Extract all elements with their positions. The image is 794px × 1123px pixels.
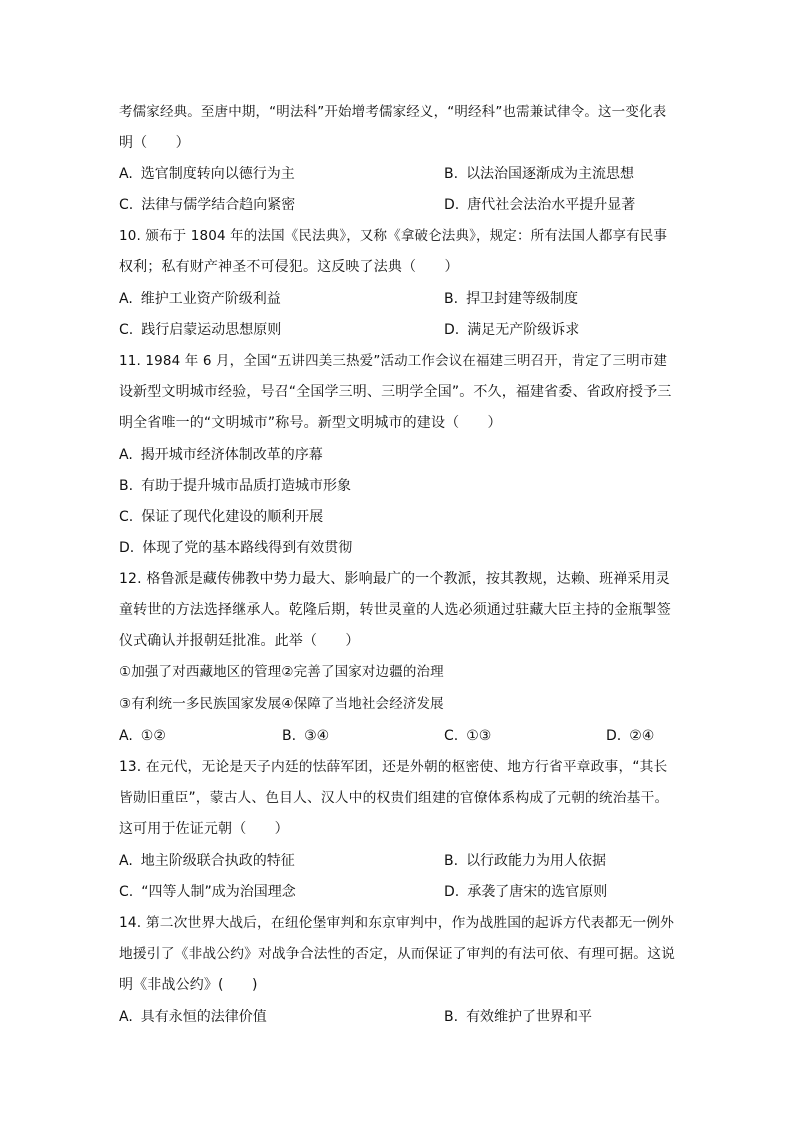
option-label: B. [444,1009,459,1025]
q12-items-line-1: ①加强了对西藏地区的管理②完善了国家对边疆的治理 [119,664,444,680]
option-text: “四等人制”成为治国理念 [141,884,296,900]
option-label: D. [444,322,460,338]
option-label: C. [119,884,134,900]
q9-option-d[interactable] [444,195,635,215]
option-label: A. [119,447,133,463]
q14-option-a[interactable] [119,1007,267,1027]
option-text: 承袭了唐宋的选官原则 [467,884,608,900]
option-text: 有效维护了世界和平 [466,1009,593,1025]
q13-option-a[interactable] [119,851,295,871]
q14-stem-line-3: 明《非战公约》( ) [119,977,258,993]
option-text: 维护工业资产阶级利益 [140,291,281,307]
option-label: B. [444,853,459,869]
option-label: A. [119,853,133,869]
q11-option-b[interactable] [119,476,351,496]
option-label: C. [444,728,459,744]
q9-stem-line-2: 明（ ） [119,135,190,151]
option-label: D. [444,884,460,900]
q11-stem-line-1: 11. 1984 年 6 月，全国“五讲四美三热爱”活动工作会议在福建三明召开，肯定了三明市建 [119,353,668,369]
q11-option-a[interactable] [119,445,323,465]
option-text: 以行政能力为用人依据 [466,853,607,869]
option-text: 有助于提升城市品质打造城市形象 [141,478,352,494]
q11-option-c[interactable] [119,507,323,527]
q12-stem-line-3: 仪式确认并报朝廷批准。此举（ ） [119,633,360,649]
option-label: A. [119,166,133,182]
q11-stem-line-3: 明全省唯一的“文明城市”称号。新型文明城市的建设（ ） [119,415,502,431]
option-text: 践行启蒙运动思想原则 [141,322,282,338]
option-label: B. [444,291,459,307]
option-label: B. [444,166,459,182]
q14-stem-line-2: 地援引了《非战公约》对战争合法性的否定，从而保证了审判的有法可依、有理可据。这说 [119,946,676,962]
q12-items-line-2: ③有利统一多民族国家发展④保障了当地社会经济发展 [119,696,444,712]
option-label: A. [119,1009,133,1025]
q13-stem-line-2: 皆勋旧重臣”，蒙古人、色目人、汉人中的权贵们组建的官僚体系构成了元朝的统治基干。 [119,790,669,806]
option-text: ①② [140,728,166,744]
option-text: ②④ [629,728,655,744]
option-label: C. [119,322,134,338]
q12-option-d[interactable] [606,726,654,746]
q12-option-b[interactable] [282,726,329,746]
q13-option-b[interactable] [444,851,606,871]
q10-option-d[interactable] [444,320,579,340]
option-text: ③④ [304,728,330,744]
q9-option-a[interactable] [119,164,295,184]
option-text: 体现了党的基本路线得到有效贯彻 [142,540,353,556]
q13-option-d[interactable] [444,882,607,902]
option-label: A. [119,728,133,744]
q12-stem-line-1: 12. 格鲁派是藏传佛教中势力最大、影响最广的一个教派，按其教规，达赖、班禅采用灵 [119,571,670,587]
q10-option-c[interactable] [119,320,281,340]
option-text: 保证了现代化建设的顺利开展 [141,509,324,525]
q9-stem-line-1: 考儒家经典。至唐中期，“明法科”开始增考儒家经义，“明经科”也需兼试律令。这一变化表 [119,104,667,120]
option-text: 选官制度转向以德行为主 [140,166,295,182]
option-label: B. [282,728,297,744]
option-label: C. [119,197,134,213]
q12-option-c[interactable] [444,726,491,746]
q10-stem-line-2: 权利；私有财产神圣不可侵犯。这反映了法典（ ） [119,259,459,275]
option-text: 捍卫封建等级制度 [466,291,579,307]
option-label: D. [119,540,135,556]
q13-stem-line-1: 13. 在元代，无论是天子内廷的怯薛军团，还是外朝的枢密使、地方行省平章政事，“其长 [119,759,668,775]
q10-stem-line-1: 10. 颁布于 1804 年的法国《民法典》，又称《拿破仑法典》，规定：所有法国人都享有民事 [119,228,668,244]
q13-option-c[interactable] [119,882,296,902]
q14-stem-line-1: 14. 第二次世界大战后，在纽伦堡审判和东京审判中，作为战胜国的起诉方代表都无一例外 [119,915,675,931]
option-text: 唐代社会法治水平提升显著 [467,197,636,213]
q9-option-c[interactable] [119,195,295,215]
option-label: B. [119,478,134,494]
option-label: D. [444,197,460,213]
q12-option-a[interactable] [119,726,166,746]
q10-option-b[interactable] [444,289,578,309]
option-text: 揭开城市经济体制改革的序幕 [140,447,323,463]
option-label: A. [119,291,133,307]
option-text: 满足无产阶级诉求 [467,322,580,338]
q13-stem-line-3: 这可用于佐证元朝（ ） [119,821,289,837]
q12-stem-line-2: 童转世的方法选择继承人。乾隆后期，转世灵童的人选必须通过驻藏大臣主持的金瓶掣签 [119,602,671,618]
option-text: 具有永恒的法律价值 [140,1009,267,1025]
q9-option-b[interactable] [444,164,634,184]
q10-option-a[interactable] [119,289,281,309]
option-text: ①③ [466,728,492,744]
option-label: C. [119,509,134,525]
option-label: D. [606,728,622,744]
q11-stem-line-2: 设新型文明城市经验，号召“全国学三明、三明学全国”。不久，福建省委、省政府授予三 [119,384,672,400]
q11-option-d[interactable] [119,538,352,558]
option-text: 法律与儒学结合趋向紧密 [141,197,296,213]
option-text: 地主阶级联合执政的特征 [140,853,295,869]
option-text: 以法治国逐渐成为主流思想 [466,166,635,182]
q14-option-b[interactable] [444,1007,592,1027]
